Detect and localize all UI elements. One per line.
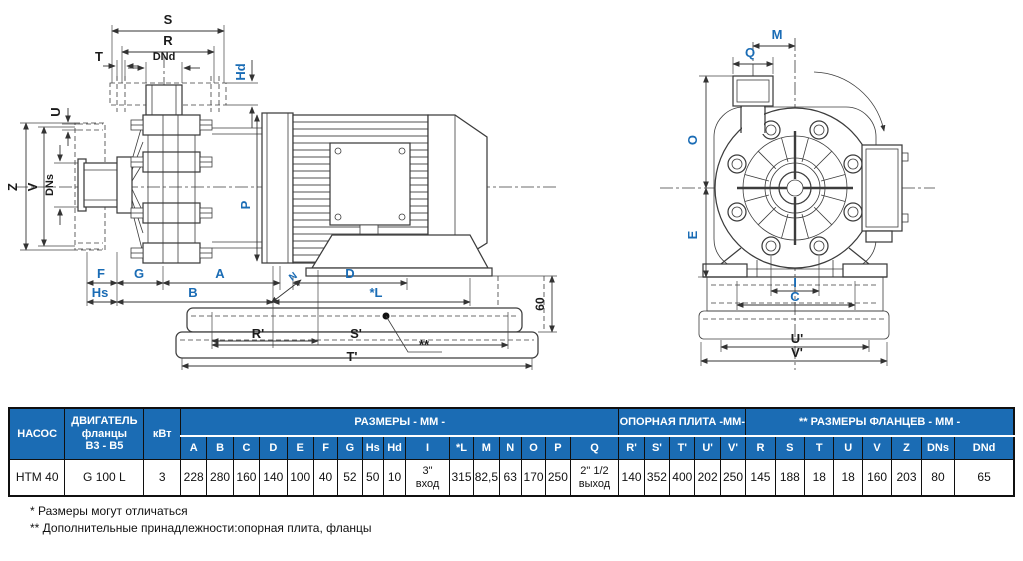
- cell-d: 140: [260, 460, 287, 497]
- cell-l: 315: [449, 460, 473, 497]
- col-header: *L: [449, 436, 473, 460]
- cell-n: 63: [499, 460, 521, 497]
- col-header: DNs: [921, 436, 954, 460]
- col-header: O: [521, 436, 545, 460]
- motor-header-line3: B3 - B5: [85, 440, 124, 453]
- col-header: M: [474, 436, 499, 460]
- col-header: U': [695, 436, 720, 460]
- cell-i-size: 3": [422, 465, 433, 478]
- cell-hd: 10: [383, 460, 405, 497]
- cell-e: 100: [287, 460, 313, 497]
- col-header-power: кВт: [144, 408, 181, 460]
- dim-label-s: S: [163, 12, 173, 27]
- dim-label-g: G: [133, 266, 145, 281]
- dim-label-a: A: [215, 266, 225, 281]
- cell-s: 188: [775, 460, 804, 497]
- dim-label-n: N: [287, 270, 300, 284]
- cell-v: 160: [862, 460, 891, 497]
- cell-v2: 250: [720, 460, 745, 497]
- cell-q-kind: выход: [578, 477, 611, 490]
- cell-z: 203: [892, 460, 921, 497]
- cell-c: 160: [233, 460, 259, 497]
- cell-dnd: 65: [955, 460, 1014, 497]
- dim-label-t: T: [95, 49, 103, 64]
- cell-r2: 140: [619, 460, 644, 497]
- col-header: F: [313, 436, 337, 460]
- dim-label-v2: V': [791, 345, 803, 360]
- dim-label-t2: T': [346, 349, 358, 364]
- col-header: V': [720, 436, 745, 460]
- dim-label-hd: Hd: [233, 63, 248, 81]
- col-header: Q: [570, 436, 619, 460]
- dim-label-m: M: [771, 27, 783, 42]
- col-header: D: [260, 436, 287, 460]
- dim-label-v: V: [25, 182, 40, 192]
- cell-q-size: 2" 1/2: [580, 465, 609, 478]
- cell-u2: 202: [695, 460, 720, 497]
- col-header: B: [207, 436, 233, 460]
- col-header-motor: [65, 408, 144, 460]
- dim-label-e: E: [685, 230, 700, 240]
- col-header: V: [862, 436, 891, 460]
- col-header: A: [181, 436, 207, 460]
- cell-pump-model: HTM 40: [9, 460, 65, 497]
- col-header: N: [499, 436, 521, 460]
- col-header: R: [746, 436, 775, 460]
- col-header-pump: НАСОС: [9, 408, 65, 460]
- group-header-flanges: ** РАЗМЕРЫ ФЛАНЦЕВ - ММ -: [746, 408, 1014, 436]
- motor-header-line2: фланцы: [81, 427, 128, 440]
- footnote-1: * Размеры могут отличаться: [30, 504, 188, 518]
- cell-i-kind: вход: [415, 477, 440, 490]
- col-header: S': [644, 436, 669, 460]
- dim-label-u: U: [48, 107, 63, 117]
- col-header: Hs: [362, 436, 383, 460]
- front-view: [660, 27, 935, 370]
- dim-label-60: 60: [533, 297, 547, 311]
- dim-label-r2: R': [251, 326, 265, 341]
- col-header: T': [670, 436, 695, 460]
- cell-q: [570, 460, 619, 497]
- dim-label-o: O: [685, 134, 700, 146]
- cell-i: [406, 460, 450, 497]
- col-header: I: [406, 436, 450, 460]
- dim-label-s2: S': [350, 326, 362, 341]
- cell-b: 280: [207, 460, 233, 497]
- dim-label-p: P: [238, 200, 253, 210]
- dim-label-c: C: [790, 289, 800, 304]
- cell-a: 228: [181, 460, 207, 497]
- col-header: DNd: [955, 436, 1014, 460]
- cell-u: 18: [834, 460, 862, 497]
- cell-motor-frame: G 100 L: [65, 460, 144, 497]
- dim-label-dnd: DNd: [152, 51, 176, 63]
- col-header: R': [619, 436, 644, 460]
- group-header-sizes: РАЗМЕРЫ - ММ -: [181, 408, 619, 436]
- cell-r: 145: [746, 460, 775, 497]
- group-header-plate: ОПОРНАЯ ПЛИТА -ММ-: [619, 408, 746, 436]
- col-header: S: [775, 436, 804, 460]
- dim-label-l: *L: [369, 285, 383, 300]
- col-header: P: [546, 436, 570, 460]
- dim-label-f: F: [97, 266, 105, 281]
- footnote-2: ** Дополнительные принадлежности:опорная плита, фланцы: [30, 521, 372, 535]
- cell-p: 250: [546, 460, 570, 497]
- cell-power: 3: [144, 460, 181, 497]
- dim-label-dns: DNs: [44, 173, 56, 197]
- col-header: T: [805, 436, 834, 460]
- cell-dns: 80: [921, 460, 954, 497]
- table-row: [9, 460, 1014, 497]
- dim-label-r: R: [163, 33, 173, 48]
- cell-f: 40: [313, 460, 337, 497]
- dim-label-z: Z: [5, 183, 20, 191]
- dim-label-d: D: [345, 266, 355, 281]
- dim-label-b: B: [188, 285, 198, 300]
- dim-label-hs: Hs: [91, 285, 109, 300]
- footmark-label: **: [418, 337, 430, 352]
- dim-label-i: I: [793, 275, 797, 290]
- cell-hs: 50: [362, 460, 383, 497]
- cell-o: 170: [521, 460, 545, 497]
- cell-g: 52: [338, 460, 362, 497]
- dim-label-u2: U': [790, 331, 804, 346]
- col-header: U: [834, 436, 862, 460]
- cell-t2: 400: [670, 460, 695, 497]
- col-header: C: [233, 436, 259, 460]
- col-header: Z: [892, 436, 921, 460]
- dim-label-q: Q: [744, 45, 756, 60]
- cell-m: 82,5: [474, 460, 499, 497]
- cell-t: 18: [805, 460, 834, 497]
- col-header: Hd: [383, 436, 405, 460]
- cell-s2: 352: [644, 460, 669, 497]
- dimensions-table: [8, 407, 1015, 497]
- side-view: [5, 12, 558, 370]
- motor-header-line1: ДВИГАТЕЛЬ: [71, 415, 138, 428]
- col-header: G: [338, 436, 362, 460]
- col-header: E: [287, 436, 313, 460]
